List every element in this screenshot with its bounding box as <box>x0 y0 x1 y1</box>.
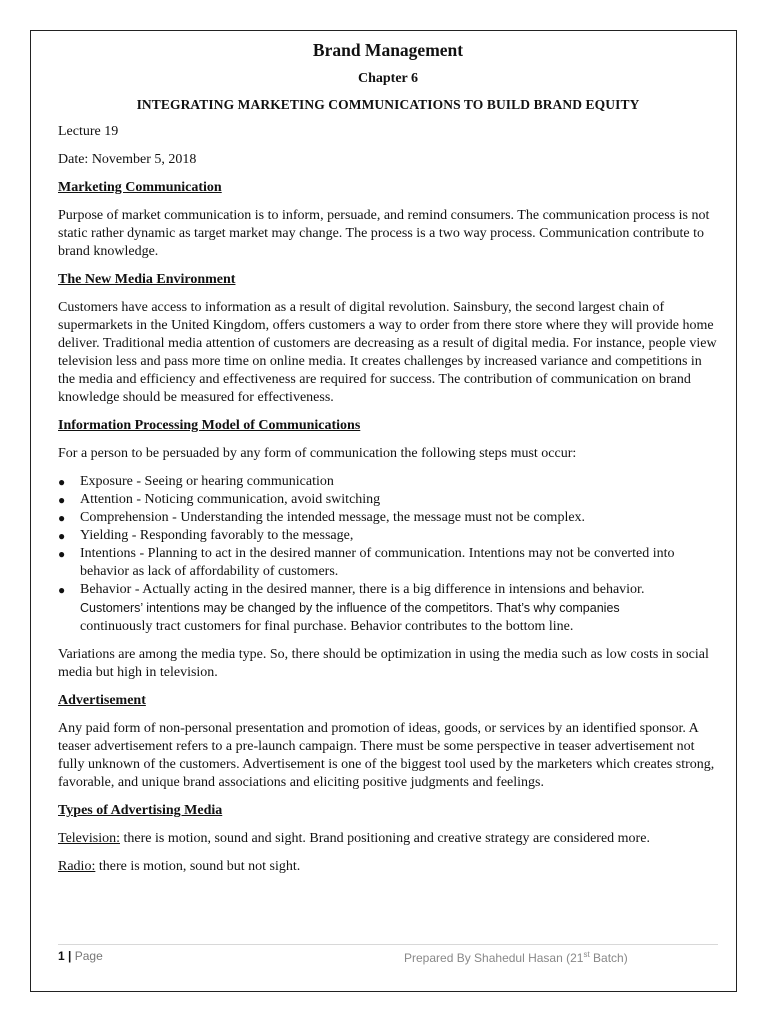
list-item <box>58 473 718 491</box>
list-item-text: continuously tract customers for final purchase. Behavior contributes to the bottom line. <box>80 619 574 634</box>
list-item-text: Comprehension - Understanding the intended message, the message must not be complex. <box>80 510 586 525</box>
bullet-icon: ● <box>58 493 66 507</box>
batch-superscript: st <box>583 950 590 959</box>
page-label: Page <box>74 949 103 963</box>
document-body <box>58 40 718 886</box>
paragraph-marketing-communication: Purpose of market communication is to inform, persuade, and remind consumers. The communication process is not static rather dynamic as target market may change. The process is a two way process. Communication contribute to brand knowledge. <box>58 208 710 259</box>
radio-label: Radio: <box>58 859 96 874</box>
heading-marketing-communication: Marketing Communication <box>58 180 222 195</box>
steps-list <box>58 473 718 636</box>
page-number: 1 <box>58 949 65 963</box>
list-item <box>58 545 718 581</box>
list-item-text: Attention - Noticing communication, avoid switching <box>80 492 381 507</box>
list-item <box>58 509 718 527</box>
prepared-by-text: Prepared By Shahedul Hasan (21 <box>404 951 584 965</box>
heading-advertisement: Advertisement <box>58 693 146 708</box>
list-item-text: Behavior - Actually acting in the desired manner, there is a big difference in intensions and behavior. <box>80 582 645 597</box>
bullet-icon: ● <box>58 475 66 489</box>
radio-text: there is motion, sound but not sight. <box>95 859 301 874</box>
prepared-by <box>404 950 628 965</box>
paragraph-television <box>58 830 718 848</box>
paragraph-advertisement: Any paid form of non-personal presentation and promotion of ideas, goods, or services by an identified sponsor. A teaser advertisement refers to a pre-launch campaign. There must be some perspective in teaser advertisement not fully unknown of the customers. Advertisement is one of the biggest tool used by the marketers which creates strong, favorable, and unique brand associations and eliciting positive judgments and feelings. <box>58 721 715 790</box>
list-item <box>58 581 718 636</box>
paragraph-new-media: Customers have access to information as a result of digital revolution. Sainsbury, the second largest chain of supermarkets in the United Kingdom, offers customers a way to order from there store where they will provide home deliver. Traditional media attention of customers are decreasing as a result of digital media. For instance, people view television less and pass more time on online media. It creates challenges by increased variance and competitions in the media and efficiency and effectiveness are required for success. The contribution of communication on brand knowledge should be measured for effectiveness. <box>58 300 717 405</box>
lecture-date: Date: November 5, 2018 <box>58 152 197 167</box>
page-footer <box>58 944 718 963</box>
chapter-label: Chapter 6 <box>357 71 419 86</box>
batch-suffix: Batch) <box>589 951 628 965</box>
television-text: there is motion, sound and sight. Brand positioning and creative strategy are considered more. <box>120 831 650 846</box>
heading-info-processing: Information Processing Model of Communications <box>58 418 361 433</box>
paragraph-radio <box>58 858 718 876</box>
lecture-number: Lecture 19 <box>58 124 119 139</box>
list-item-text: Exposure - Seeing or hearing communication <box>80 474 334 489</box>
list-item <box>58 527 718 545</box>
bullet-icon: ● <box>58 547 66 561</box>
television-label: Television: <box>58 831 121 846</box>
bullet-icon: ● <box>58 511 66 525</box>
heading-new-media: The New Media Environment <box>58 272 236 287</box>
list-item-text: Customers’ intentions may be changed by the influence of the competitors. That’s why companies <box>80 601 620 615</box>
list-item-text: Intentions - Planning to act in the desired manner of communication. Intentions may not be converted into behavior as lack of affordability of customers. <box>80 546 675 579</box>
page-separator: | <box>64 949 75 963</box>
chapter-title: INTEGRATING MARKETING COMMUNICATIONS TO BUILD BRAND EQUITY <box>136 97 640 112</box>
paragraph-media-variation: Variations are among the media type. So, there should be optimization in using the media such as low costs in social media but high in television. <box>58 647 709 680</box>
bullet-icon: ● <box>58 583 66 597</box>
list-item-text: Yielding - Responding favorably to the message, <box>80 528 354 543</box>
document-title: Brand Management <box>312 40 464 60</box>
bullet-icon: ● <box>58 529 66 543</box>
heading-advertising-media: Types of Advertising Media <box>58 803 223 818</box>
list-item <box>58 491 718 509</box>
paragraph-info-processing-intro: For a person to be persuaded by any form of communication the following steps must occur: <box>58 446 577 461</box>
